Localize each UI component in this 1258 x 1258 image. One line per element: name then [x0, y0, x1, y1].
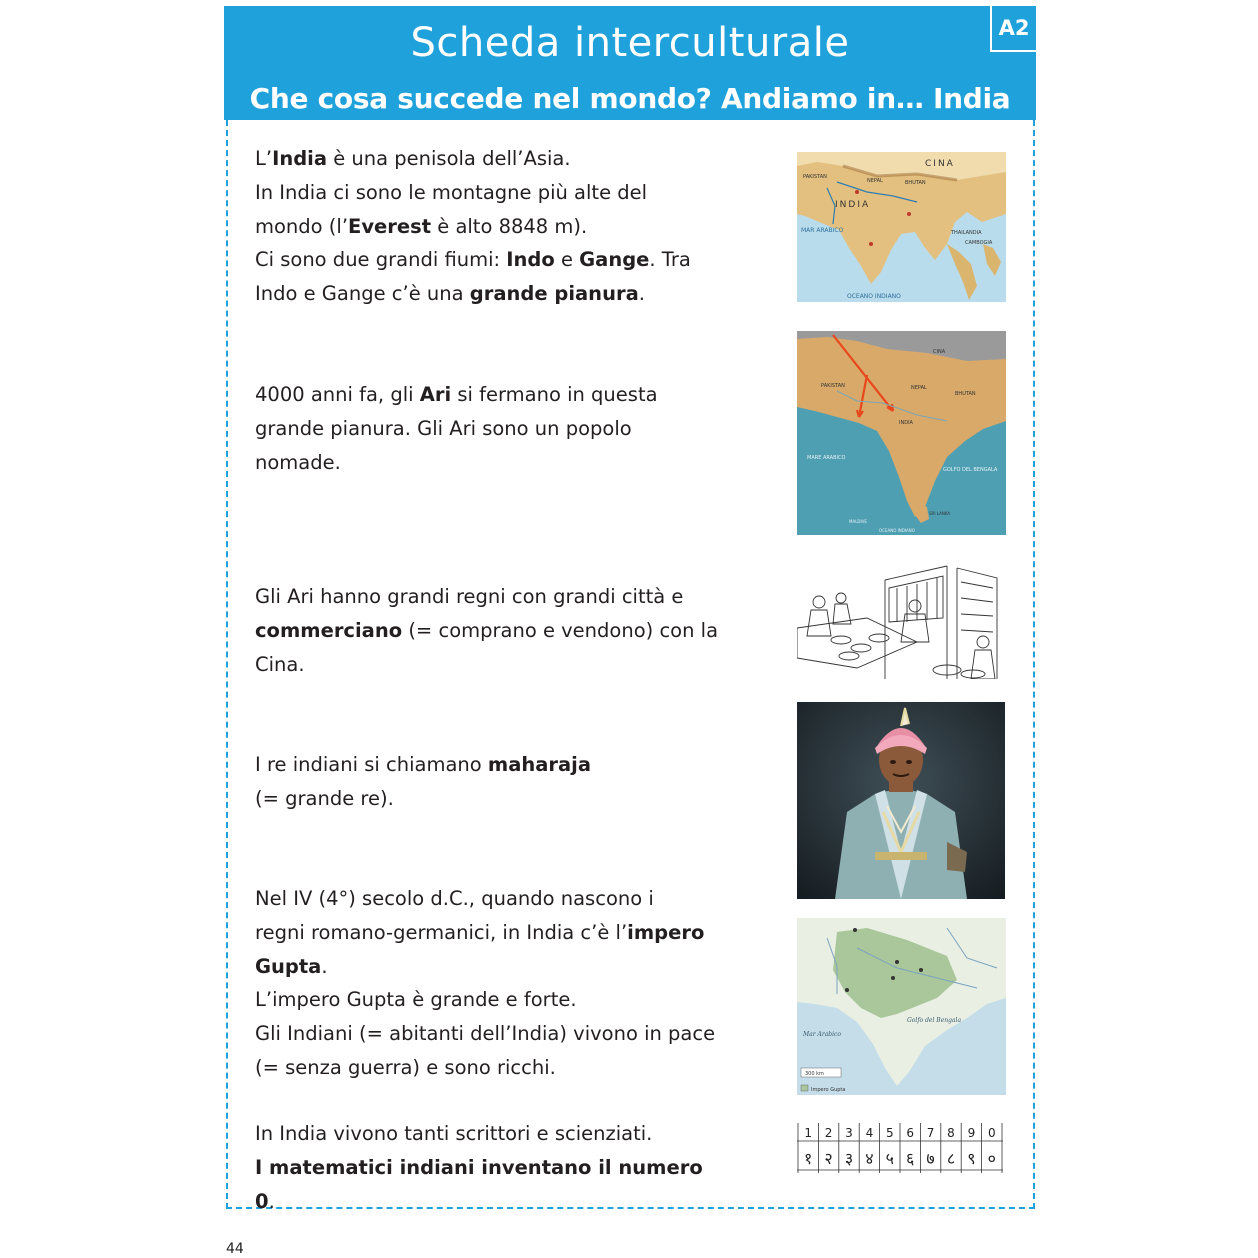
- text-run: Gli Indiani (= abitanti dell’India) vivono in pace: [255, 1022, 716, 1046]
- text-run: .: [268, 1189, 275, 1213]
- text-line: [255, 378, 725, 412]
- text-run: e: [554, 248, 580, 272]
- text-line: [255, 142, 725, 176]
- text-line: [255, 1051, 725, 1085]
- label-nepal: NEPAL: [867, 178, 883, 184]
- text-run: .: [321, 954, 328, 978]
- text-run: In India vivono tanti scrittori e scienziati.: [255, 1122, 653, 1145]
- page-subtitle: Che cosa succede nel mondo? Andiamo in… India: [249, 82, 1011, 115]
- devanagari-numeral: ५: [885, 1149, 894, 1168]
- text-run: L’: [255, 147, 273, 170]
- paragraph-zero: [255, 1117, 725, 1218]
- label-golfo: Golfo del Bengala: [907, 1017, 962, 1024]
- arabic-numeral: 7: [926, 1126, 935, 1140]
- text-run: (= senza guerra) e sono ricchi.: [255, 1055, 556, 1079]
- text-line: [255, 446, 725, 480]
- text-run: è alto 8848 m).: [431, 214, 588, 238]
- bold-text: Indo: [506, 248, 555, 272]
- text-run: Nel IV (4°) secolo d.C., quando nascono i: [255, 887, 654, 910]
- text-line: [255, 210, 725, 244]
- paragraph-aryans: [255, 378, 725, 479]
- devanagari-numeral: ६: [906, 1149, 915, 1168]
- text-run: Ci sono due grandi fiumi:: [255, 248, 507, 272]
- text-line: [255, 950, 725, 984]
- label-golfo: GOLFO DEL BENGALA: [943, 467, 998, 473]
- text-line: [255, 748, 725, 782]
- label-mare: MARE ARABICO: [807, 455, 846, 461]
- text-line: [255, 176, 725, 210]
- physical-map-image: [797, 152, 1006, 302]
- bold-text: commerciano: [255, 618, 403, 642]
- level-badge: A2: [990, 6, 1036, 52]
- devanagari-numeral: ९: [967, 1149, 976, 1168]
- label-nepal: NEPAL: [911, 385, 927, 391]
- label-bhutan: BHUTAN: [955, 391, 976, 397]
- label-india: INDIA: [899, 420, 913, 426]
- text-run: regni romano-germanici, in India c’è l’: [255, 920, 628, 944]
- arabic-numeral: 4: [865, 1126, 874, 1140]
- label-thailandia: THAILANDIA: [951, 230, 982, 236]
- devanagari-numeral: १: [804, 1149, 813, 1168]
- migration-map-image: [797, 331, 1006, 535]
- label-mar-arabico: MAR ARABICO: [801, 227, 844, 234]
- text-line: [255, 277, 725, 311]
- numerals-table-image: [797, 1121, 1006, 1175]
- text-line: [255, 648, 725, 682]
- label-oceano: OCEANO INDIANO: [879, 528, 915, 533]
- devanagari-numeral: २: [824, 1149, 833, 1168]
- text-line: [255, 983, 725, 1017]
- maharaja-portrait-image: [797, 702, 1005, 899]
- devanagari-numeral: ४: [865, 1149, 874, 1168]
- arabic-numeral: 9: [967, 1126, 976, 1140]
- bold-text: Gupta: [255, 954, 322, 978]
- label-pakistan: PAKISTAN: [803, 174, 827, 180]
- text-run: mondo (l’: [255, 214, 349, 238]
- text-run: si fermano in questa: [451, 383, 658, 406]
- paragraph-geography: [255, 142, 725, 311]
- text-line: [255, 782, 725, 816]
- arabic-numeral: 5: [885, 1126, 894, 1140]
- text-run: . Tra: [649, 248, 691, 272]
- bold-text: Gange: [579, 248, 650, 272]
- label-cina: CINA: [933, 349, 946, 355]
- text-line: [255, 1017, 725, 1051]
- text-line: [255, 580, 725, 614]
- page-header: [224, 6, 1036, 120]
- text-run: (= grande re).: [255, 786, 394, 810]
- label-pakistan: PAKISTAN: [821, 383, 845, 389]
- arabic-numeral: 8: [947, 1126, 955, 1140]
- label-oceano: OCEANO INDIANO: [847, 293, 901, 300]
- devanagari-numeral: ०: [987, 1149, 996, 1168]
- label-scale: 300 km: [805, 1071, 824, 1077]
- arabic-numeral: 6: [906, 1126, 915, 1140]
- text-run: Indo e Gange c’è una: [255, 282, 470, 306]
- label-bhutan: BHUTAN: [905, 180, 926, 186]
- text-run: In India ci sono le montagne più alte del: [255, 180, 648, 204]
- text-run: è una penisola dell’Asia.: [327, 147, 571, 170]
- label-mar: Mar Arabico: [803, 1031, 842, 1038]
- page-number: 44: [226, 1241, 244, 1257]
- label-india: INDIA: [835, 200, 871, 210]
- text-line: [255, 1117, 725, 1151]
- text-run: .: [638, 282, 645, 306]
- arabic-numeral: 2: [824, 1126, 833, 1140]
- text-line: [255, 1151, 725, 1219]
- devanagari-numeral: ३: [844, 1149, 854, 1168]
- text-line: [255, 243, 725, 277]
- bold-text: impero: [627, 920, 705, 944]
- label-legend: Impero Gupta: [811, 1087, 846, 1093]
- label-cambogia: CAMBOGIA: [965, 240, 993, 246]
- label-maldive: MALDIVE: [849, 519, 867, 524]
- text-run: I re indiani si chiamano: [255, 753, 488, 776]
- arabic-numeral: 3: [845, 1126, 853, 1140]
- bold-text: grande pianura: [469, 282, 639, 306]
- market-illustration-image: [797, 558, 1006, 679]
- text-run: nomade.: [255, 450, 341, 474]
- bold-text: Everest: [348, 214, 432, 238]
- text-line: [255, 614, 725, 648]
- devanagari-numeral: ८: [946, 1149, 956, 1168]
- devanagari-numeral: ७: [926, 1149, 935, 1168]
- text-run: Gli Ari hanno grandi regni con grandi città e: [255, 585, 684, 608]
- bold-text: Ari: [419, 383, 452, 406]
- text-line: [255, 882, 725, 916]
- arabic-numeral: 1: [804, 1126, 813, 1140]
- gupta-map-image: [797, 918, 1006, 1095]
- text-run: L’impero Gupta è grande e forte.: [255, 988, 577, 1012]
- text-run: grande pianura. Gli Ari sono un popolo: [255, 416, 632, 440]
- text-run: Cina.: [255, 652, 305, 676]
- paragraph-gupta: [255, 882, 725, 1085]
- text-line: [255, 916, 725, 950]
- bold-text: I matematici indiani inventano il numero 0: [255, 1155, 703, 1213]
- label-srilanka: SRI LANKA: [929, 511, 951, 516]
- paragraph-maharaja: [255, 748, 725, 816]
- arabic-numeral: 0: [987, 1126, 996, 1140]
- text-run: 4000 anni fa, gli: [255, 383, 420, 406]
- paragraph-trade: [255, 580, 725, 681]
- page-title: Scheda interculturale: [410, 20, 850, 66]
- bold-text: maharaja: [487, 753, 592, 776]
- label-cina: CINA: [925, 159, 955, 169]
- bold-text: India: [272, 147, 328, 170]
- text-line: [255, 412, 725, 446]
- text-run: (= comprano e vendono) con la: [402, 618, 719, 642]
